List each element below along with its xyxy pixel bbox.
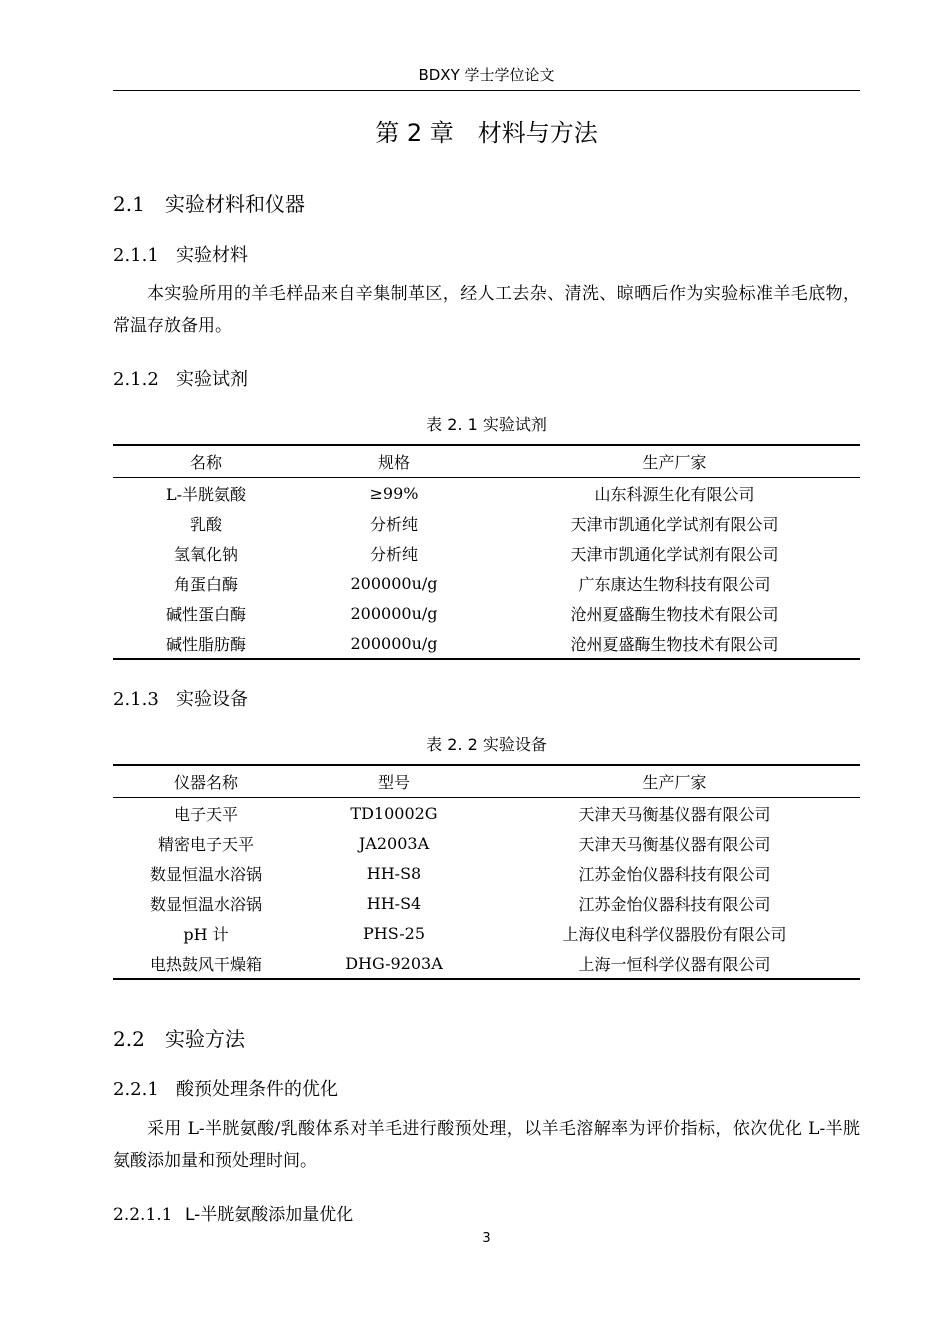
section-heading-2-2-1	[113, 1075, 338, 1101]
table-cell: 数显恒温水浴锅	[149, 864, 262, 884]
table-cell: 沧州夏盛酶生物技术有限公司	[570, 604, 779, 624]
page-number: 3	[482, 1231, 491, 1246]
table-cell: L-半胱氨酸	[165, 484, 247, 504]
table-cell: PHS-25	[362, 923, 426, 943]
section-heading-2-1	[113, 188, 305, 217]
table-row	[113, 478, 860, 509]
section-number: 2.1.3	[113, 689, 159, 710]
table-cell: ≥99%	[369, 483, 419, 503]
table-row	[113, 858, 860, 888]
table-cell: HH-S4	[366, 893, 422, 913]
section-heading-2-2-1-1	[113, 1200, 353, 1225]
table-cell: 天津市凯通化学试剂有限公司	[570, 514, 779, 534]
column-header: 生产厂家	[489, 445, 860, 478]
table-cell: 200000u/g	[350, 573, 438, 593]
table-cell: 数显恒温水浴锅	[149, 894, 262, 914]
section-number: 2.1	[113, 192, 145, 216]
table-cell: pH 计	[183, 924, 229, 944]
header-rule	[113, 90, 860, 91]
equipment-table	[113, 764, 860, 980]
reagents-table	[113, 444, 860, 660]
table-row	[113, 598, 860, 628]
section-title: L-半胱氨酸添加量优化	[185, 1205, 354, 1225]
table-cell: 氢氧化钠	[173, 544, 238, 564]
table-cell: 天津天马衡基仪器有限公司	[578, 834, 771, 854]
table-cell: 上海一恒科学仪器有限公司	[489, 948, 860, 979]
section-number: 2.2.1.1	[113, 1205, 173, 1225]
section-number: 2.2	[113, 1027, 145, 1051]
section-number: 2.1.2	[113, 369, 159, 390]
table-cell: JA2003A	[358, 833, 430, 853]
table-cell: DHG-9203A	[299, 948, 489, 979]
table-cell: 分析纯	[369, 514, 418, 534]
table-cell: 江苏金怡仪器科技有限公司	[578, 864, 771, 884]
column-header: 型号	[299, 765, 489, 798]
table-cell: 分析纯	[369, 544, 418, 564]
section-heading-2-2	[113, 1023, 245, 1052]
section-title: 实验材料	[176, 245, 248, 266]
column-header: 名称	[113, 445, 299, 478]
table-cell: 山东科源生化有限公司	[594, 484, 755, 504]
table-cell: 碱性蛋白酶	[165, 604, 246, 624]
table-header-row	[113, 445, 860, 478]
table-cell: 200000u/g	[299, 628, 489, 659]
table-header-row	[113, 765, 860, 798]
table-cell: 广东康达生物科技有限公司	[578, 574, 771, 594]
section-number: 2.1.1	[113, 245, 159, 266]
table-cell: 角蛋白酶	[173, 574, 238, 594]
table-caption: 表 2. 2 实验设备	[426, 735, 547, 754]
table-row	[113, 828, 860, 858]
section-title: 实验方法	[165, 1027, 245, 1051]
table-row	[113, 538, 860, 568]
table-cell: 碱性脂肪酶	[113, 628, 299, 659]
table-row	[113, 568, 860, 598]
table-cell: 200000u/g	[350, 603, 438, 623]
table-cell: 电热鼓风干燥箱	[113, 948, 299, 979]
table-row	[113, 628, 860, 659]
table-cell: 天津天马衡基仪器有限公司	[578, 804, 771, 824]
running-header: BDXY 学士学位论文	[418, 66, 555, 84]
table-cell: 江苏金怡仪器科技有限公司	[578, 894, 771, 914]
section-title: 实验试剂	[176, 369, 248, 390]
column-header: 规格	[299, 445, 489, 478]
method-paragraph: 采用 L-半胱氨酸/乳酸体系对羊毛进行酸预处理，以羊毛溶解率为评价指标，依次优化 L-半胱氨酸添加量和预处理时间。	[113, 1119, 860, 1171]
section-number: 2.2.1	[113, 1079, 159, 1100]
table-cell: 沧州夏盛酶生物技术有限公司	[489, 628, 860, 659]
column-header: 仪器名称	[113, 765, 299, 798]
section-heading-2-1-3	[113, 685, 248, 711]
section-heading-2-1-1	[113, 241, 248, 267]
table-row	[113, 798, 860, 829]
table-row	[113, 888, 860, 918]
section-heading-2-1-2	[113, 365, 248, 391]
materials-paragraph: 本实验所用的羊毛样品来自辛集制革区，经人工去杂、清洗、晾晒后作为实验标准羊毛底物，常温存放备用。	[113, 284, 860, 336]
table-row	[113, 508, 860, 538]
table-row	[113, 918, 860, 948]
table-cell: TD10002G	[350, 803, 438, 823]
table-cell: 精密电子天平	[157, 834, 254, 854]
table-cell: 电子天平	[173, 804, 238, 824]
section-title: 酸预处理条件的优化	[176, 1079, 338, 1100]
table-cell: HH-S8	[366, 863, 422, 883]
table-caption: 表 2. 1 实验试剂	[426, 415, 547, 434]
table-row	[113, 948, 860, 979]
table-cell: 上海仪电科学仪器股份有限公司	[562, 924, 787, 944]
chapter-title: 第 2 章 材料与方法	[375, 119, 598, 147]
section-title: 实验设备	[176, 689, 248, 710]
section-title: 实验材料和仪器	[165, 192, 305, 216]
table-cell: 天津市凯通化学试剂有限公司	[570, 544, 779, 564]
table-cell: 乳酸	[189, 514, 222, 534]
column-header: 生产厂家	[489, 765, 860, 798]
